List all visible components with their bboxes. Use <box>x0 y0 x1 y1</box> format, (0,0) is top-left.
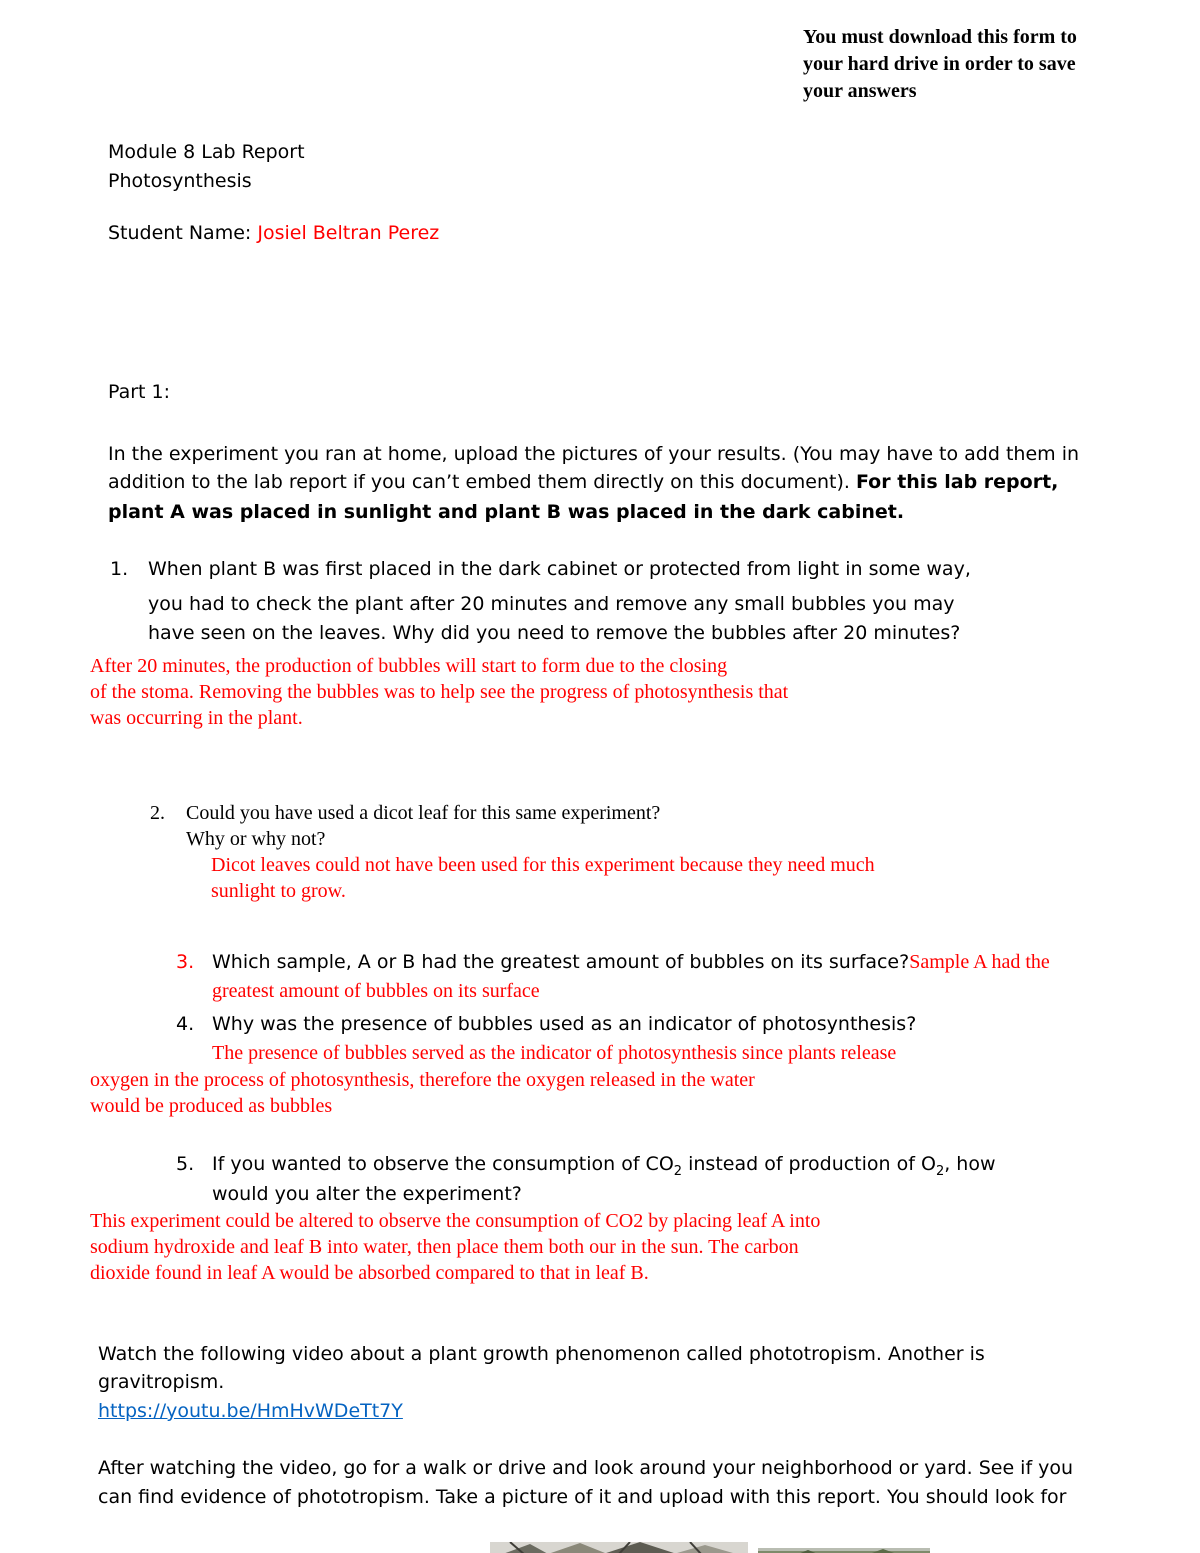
student-name-value: Josiel Beltran Perez <box>257 222 440 244</box>
part1-intro-line: In the experiment you ran at home, upload the pictures of your results. (You may have to add them in <box>108 443 1080 465</box>
intro-bold-text: For this lab report, <box>855 471 1059 493</box>
after-video-instructions: After watching the video, go for a walk or drive and look around your neighborhood or yard. See if you <box>98 1457 1074 1479</box>
part1-intro-line <box>108 468 1058 497</box>
question-text: Why or why not? <box>186 828 326 850</box>
notice-line: your hard drive in order to save <box>803 53 1076 75</box>
answer-text: This experiment could be altered to observe the consumption of CO2 by placing leaf A into <box>90 1210 821 1232</box>
answer-text: After 20 minutes, the production of bubbles will start to form due to the closing <box>90 655 728 677</box>
answer-text: Sample A had the <box>909 951 1050 973</box>
question-text-part: , how <box>944 1153 996 1175</box>
answer-text: Dicot leaves could not have been used for this experiment because they need much <box>211 854 875 876</box>
photo-2-graphic <box>758 1548 930 1553</box>
question-text <box>212 1150 996 1179</box>
question-number: 4. <box>176 1013 195 1035</box>
student-name-line <box>108 219 439 248</box>
video-instructions: Watch the following video about a plant growth phenomenon called phototropism. Another is <box>98 1343 985 1365</box>
notice-line: your answers <box>803 80 917 102</box>
part1-intro-line: plant A was placed in sunlight and plant B was placed in the dark cabinet. <box>108 501 905 523</box>
student-name-label: Student Name: <box>108 222 252 244</box>
video-link[interactable]: https://youtu.be/HmHvWDeTt7Y <box>98 1400 403 1422</box>
photo-1-graphic <box>490 1542 748 1553</box>
subscript: 2 <box>935 1163 945 1179</box>
question-text: would you alter the experiment? <box>212 1183 522 1205</box>
topic-title: Photosynthesis <box>108 170 252 192</box>
question-with-answer <box>212 948 1050 977</box>
answer-text: of the stoma. Removing the bubbles was to help see the progress of photosynthesis that <box>90 681 789 703</box>
video-instructions: gravitropism. <box>98 1371 225 1393</box>
answer-text: was occurring in the plant. <box>90 707 303 729</box>
answer-text: oxygen in the process of photosynthesis, therefore the oxygen released in the water <box>90 1069 755 1091</box>
answer-text: sunlight to grow. <box>211 880 346 902</box>
question-text: Could you have used a dicot leaf for this same experiment? <box>186 802 661 824</box>
question-number: 5. <box>176 1153 195 1175</box>
download-notice <box>803 24 1183 105</box>
phototropism-photo-1 <box>490 1540 748 1553</box>
subscript: 2 <box>673 1163 683 1179</box>
question-text: Which sample, A or B had the greatest amount of bubbles on its surface? <box>212 951 910 973</box>
question-text: Why was the presence of bubbles used as an indicator of photosynthesis? <box>212 1013 917 1035</box>
after-video-instructions: can find evidence of phototropism. Take a picture of it and upload with this report. You should look for <box>98 1486 1067 1508</box>
question-number: 2. <box>150 802 165 824</box>
question-text: When plant B was first placed in the dark cabinet or protected from light in some way, <box>148 558 971 580</box>
answer-text: The presence of bubbles served as the indicator of photosynthesis since plants release <box>212 1042 897 1064</box>
phototropism-photo-2 <box>758 1543 930 1553</box>
question-text-part: instead of production of O <box>682 1153 936 1175</box>
answer-text: would be produced as bubbles <box>90 1095 333 1117</box>
answer-text: dioxide found in leaf A would be absorbed compared to that in leaf B. <box>90 1262 649 1284</box>
notice-line: You must download this form to <box>803 26 1077 48</box>
part1-title: Part 1: <box>108 381 171 403</box>
question-text: have seen on the leaves. Why did you need to remove the bubbles after 20 minutes? <box>148 622 961 644</box>
question-text-part: If you wanted to observe the consumption of CO <box>212 1153 674 1175</box>
question-number: 1. <box>110 558 129 580</box>
question-number: 3. <box>176 951 195 973</box>
question-text: you had to check the plant after 20 minutes and remove any small bubbles you may <box>148 593 955 615</box>
answer-text: sodium hydroxide and leaf B into water, then place them both our in the sun. The carbon <box>90 1236 799 1258</box>
intro-plain-text: addition to the lab report if you can’t embed them directly on this document). <box>108 471 856 493</box>
answer-text: greatest amount of bubbles on its surface <box>212 980 540 1002</box>
module-title: Module 8 Lab Report <box>108 141 305 163</box>
